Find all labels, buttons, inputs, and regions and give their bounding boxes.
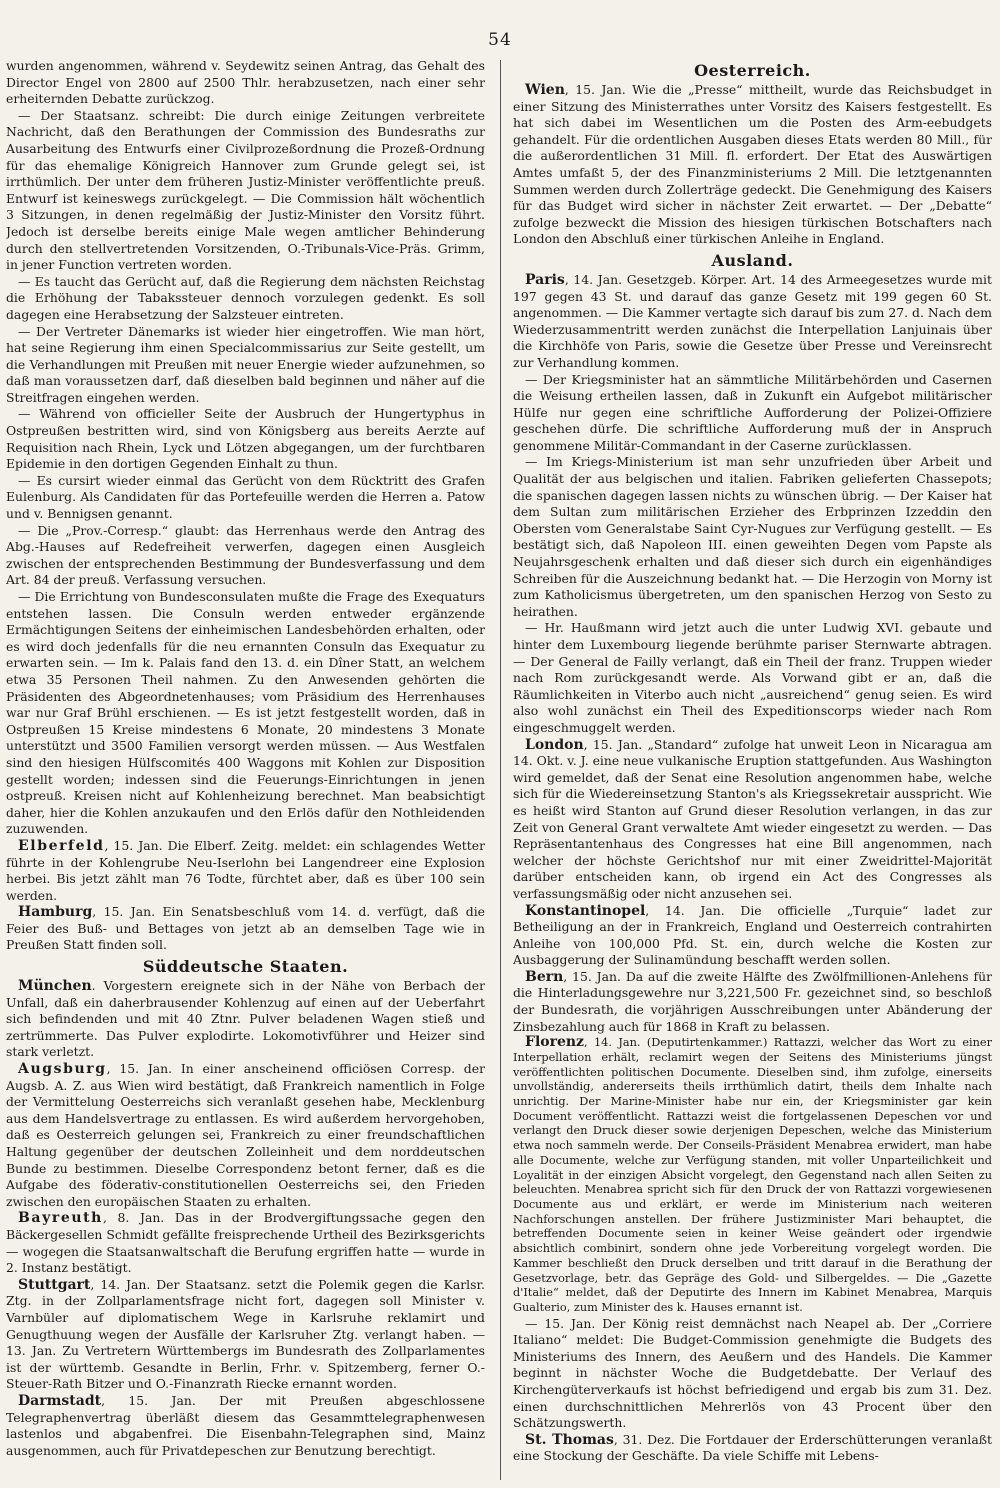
article-paragraph bbox=[513, 454, 992, 620]
paragraph-text: — 15. Jan. Der König reist demnächst nach Neapel ab. Der „Corriere Italiano“ meldet: Die Budget-Commission genehmigte die Budgets des Ministeriums des Innern, des Aeußern und des Handels. Die Kammer beginnt in nächster Woche die Budgetdebatte. Der Verlauf des Kirchengüterverkaufs ist höchst befriedigend und ergab bis zum 31. Dez. einen durchschnittlichen Mehrerlös von 43 Procent über den Schätzungswerth. bbox=[513, 1315, 992, 1431]
article-paragraph bbox=[6, 978, 485, 1061]
dateline-place: Wien bbox=[525, 82, 565, 98]
article-paragraph bbox=[6, 838, 485, 904]
dateline-place: Stuttgart bbox=[18, 1276, 91, 1293]
paragraph-text: — Während von officieller Seite der Ausbruch der Hungertyphus in Ostpreußen bestritten wird, sind von Königsberg aus bereits Aerzte auf Requisition nach Rhein, Lyck und Lötzen abgegangen, um der furchtbaren Epidemie in den dortigen Gegenden Einhalt zu thun. bbox=[6, 406, 485, 472]
article-paragraph bbox=[6, 274, 485, 324]
article-paragraph bbox=[513, 1316, 992, 1432]
article-paragraph bbox=[6, 58, 485, 108]
dateline-place: Konstantinopel bbox=[525, 902, 646, 919]
paragraph-text: — Die Errichtung von Bundesconsulaten mußte die Frage des Exequaturs entstehen lassen. Die Consuln werden entweder ergänzende Ermächtigungen Seitens der einheimischen Landesbehörden erhalten, oder es wird doch jedenfalls für die neu ernannten Consuln das Exequatur zu erwarten sein. — Im k. Palais fand den 13. d. ein Dîner Statt, an welchem etwa 35 Personen Theil nahmen. Zu den Anwesenden gehörten die Präsidenten des Abgeordnetenhauses; vom Präsidium des Herrenhauses war nur Graf Brühl erschienen. — Es ist jetzt festgestellt worden, daß in Ostpreußen 15 Kreise mindestens 6 Monate, 20 mindestens 3 Monate unterstützt und 3500 Familien versorgt werden müssen. — Aus Westfalen sind den hiesigen Hülfscomités 400 Waggons mit Kohlen zur Disposition gestellt worden; indessen sind die Feuerungs-Einrichtungen in jenen ostpreuß. Kreisen nicht auf Kohlenheizung berechnet. Man beabsichtigt daher, hier die Kohlen anzukaufen und den Erlös dafür den Nothleidenden zuzuwenden. bbox=[6, 589, 485, 837]
section-heading: Ausland. bbox=[711, 250, 794, 270]
dateline-place: Hamburg bbox=[18, 904, 93, 921]
paragraph-text: , 14. Jan. Gesetzgeb. Körper. Art. 14 des Armeegesetzes wurde mit 197 gegen 43 St. und darauf das ganze Gesetz mit 199 gegen 60 St. angenommen. — Die Kammer vertagte sich darauf bis zum 27. d. Nach dem Wiederzusammentritt werden zunächst die Interpellation Lanjuinais über die Kirchhöfe von Paris, sowie die Gesetze über Presse und Vereinsrecht zur Verhandlung kommen. bbox=[513, 271, 992, 370]
article-paragraph bbox=[513, 903, 992, 969]
paragraph-text: , 14. Jan. (Deputirtenkammer.) Rattazzi, welcher das Wort zu einer Interpellation erhält, reclamirt wegen der Seitens des Ministeriums jüngst veröffentlichten politischen Documente. Dieselben sind, ihm zufolge, einerseits unvollständig, andererseits theils irrthümlich datirt, theils dem Inhalte nach unrichtig. Der Marine-Minister habe nur ein, der Kriegsminister gar kein Document veröffentlicht. Rattazzi weist die fortgelassenen Depeschen vor und verlangt den Druck dieser sowie derjenigen Depeschen, welche das Ministerium etwa noch sammeln werde. Der Conseils-Präsident Menabrea erwidert, man habe alle Documente, welche zur Verfügung standen, mit voller Unparteilichkeit und Loyalität in der einzigen Absicht vorgelegt, den Gegenstand nach allen Seiten zu beleuchten. Menabrea spricht sich für den Druck der von Rattazzi vorgewiesenen Documente aus und erklärt, er werde im Ministerium nach weiteren Nachforschungen anstellen. Der frühere Justizminister Mari behauptet, die betreffenden Documente seien in keiner Weise geändert oder irgendwie absichtlich combinirt, sondern ohne jede Vorbereitung vorgelegt worden. Die Kammer beschließt den Druck derselben und tritt darauf in die Berathung der Gesetzvorlage, betr. das Gepräge des Gold- und Silbergeldes. — Die „Gazette d'Italie“ meldet, daß der Deputirte des Innern im Kabinet Menabrea, Marquis Gualterio, zum Minister des k. Hauses ernannt ist. bbox=[513, 1036, 992, 1314]
article-paragraph bbox=[513, 969, 992, 1035]
section-heading: Süddeutsche Staaten. bbox=[142, 957, 349, 977]
article-paragraph bbox=[513, 737, 992, 903]
paragraph-text: , 14. Jan. Der Staatsanz. setzt die Polemik gegen die Karlsr. Ztg. in der Zollparlamentsfrage nicht fort, dagegen soll Minister v. Varnbüler auf diplomatischem Wege in Karlsruhe reklamirt und Genugthuung wegen der Ausfälle der Karlsruher Ztg. verlangt haben. — 13. Jan. Zu Vertretern Württembergs im Bundesrath des Zollparlamentes ist der württemb. Gesandte in Berlin, Frhr. v. Spitzemberg, ferner O.-Steuer-Rath Bitzer und O.-Finanzrath Riecke ernannt worden. bbox=[6, 1276, 485, 1392]
paragraph-text: , 15. Jan. Der mit Preußen abgeschlossene Telegraphenvertrag überläßt diesem das Gesammttelegraphenwesen lastenlos und abgabenfrei. Die Eisenbahn-Telegraphen sind, Mainz ausgenommen, auch für Privatdepeschen zur Benutzung berechtigt. bbox=[6, 1392, 485, 1458]
article-paragraph bbox=[513, 1035, 992, 1315]
paragraph-text: — Es taucht das Gerücht auf, daß die Regierung dem nächsten Reichstag die Erhöhung der Tabakssteuer dennoch vorzulegen gedenkt. Es soll dagegen eine Herabsetzung der Salzsteuer eintreten. bbox=[6, 273, 485, 322]
dateline-place: St. Thomas bbox=[525, 1431, 614, 1448]
paragraph-text: wurden angenommen, während v. Seydewitz seinen Antrag, das Gehalt des Director Engel von 2800 auf 2500 Thlr. herabzusetzen, nach einer sehr erheiternden Debatte zurückzog. bbox=[6, 58, 485, 107]
dateline-place: Bern bbox=[525, 968, 564, 985]
dateline-place: Augsburg bbox=[18, 1061, 107, 1078]
dateline-place: Florenz bbox=[525, 1034, 585, 1051]
dateline-place: Bayreuth bbox=[18, 1210, 103, 1227]
left-column bbox=[6, 58, 485, 1480]
paragraph-text: , 14. Jan. Die officielle „Turquie“ ladet zur Betheiligung an der in Frankreich, England und Oesterreich contrahirten Anleihe von 100,000 Pfd. St. ein, durch welche die Kosten zur Ausbaggerung der Sulinamündung beschafft werden sollen. bbox=[513, 902, 992, 968]
article-paragraph bbox=[513, 620, 992, 736]
article-paragraph bbox=[6, 1277, 485, 1393]
paragraph-text: , 15. Jan. Die Elberf. Zeitg. meldet: ein schlagendes Wetter führte in der Kohlengrube Neu-Iserlohn bei Langendreer eine Explosion herbei. Bis jetzt zählt man 76 Todte, fürchtet aber, daß es über 100 sein werden. bbox=[6, 837, 485, 903]
section-heading: Oesterreich. bbox=[694, 61, 811, 80]
column-divider bbox=[500, 60, 501, 1480]
article-paragraph bbox=[513, 372, 992, 455]
article-paragraph bbox=[513, 272, 992, 372]
paragraph-text: . Vorgestern ereignete sich in der Nähe von Berbach der Unfall, daß ein daherbrausender Kohlenzug auf einen auf der Ueberfahrt sich befindenden und mit 40 Ztnr. Pulver beladenen Wagen stieß und zertrümmerte. Das Pulver explodirte. Lokomotivführer und Heizer sind stark verletzt. bbox=[6, 978, 485, 1060]
paragraph-text: — Der Staatsanz. schreibt: Die durch einige Zeitungen verbreitete Nachricht, daß den Berathungen der Commission des Bundesraths zur Ausarbeitung des Entwurfs einer Civilprozeßordnung die Prozeß-Ordnung für das ehemalige Königreich Hannover zum Grunde gelegt sei, ist irrthümlich. Der unter dem früheren Justiz-Minister veröffentlichte preuß. Entwurf ist keineswegs zurückgelegt. — Die Commission hält wöchentlich 3 Sitzungen, in denen regelmäßig der Justiz-Minister den Vorsitz führt. Jedoch ist derselbe bereits einige Male wegen amtlicher Behinderung durch den stellvertretenden Vorsitzenden, O.-Tribunals-Vice-Präs. Grimm, in jener Function vertreten worden. bbox=[6, 107, 485, 273]
paragraph-text: — Die „Prov.-Corresp.“ glaubt: das Herrenhaus werde den Antrag des Abg.-Hauses auf Redefreiheit verwerfen, dagegen einen Ausgleich zwischen der entsprechenden Bestimmung der Bundesverfassung und dem Art. 84 der preuß. Verfassung versuchen. bbox=[6, 522, 485, 588]
dateline-place: Elberfeld bbox=[18, 837, 105, 854]
paragraph-text: — Hr. Haußmann wird jetzt auch die unter Ludwig XVI. gebaute und hinter dem Luxembourg liegende berühmte pariser Sternwarte abtragen. — Der General de Failly verlangt, daß ein Theil der franz. Truppen wieder nach Rom zurückgesandt werde. Als Vorwand gibt er an, daß die Räumlichkeiten in Viterbo auch nicht „ausreichend“ genug seien. Es wird also wohl zunächst ein Theil des Expeditionscorps wieder nach Rom eingeschmuggelt werden. bbox=[513, 620, 992, 735]
right-column bbox=[513, 58, 992, 1480]
paragraph-text: , 15. Jan. „Standard“ zufolge hat unweit Leon in Nicaragua am 14. Okt. v. J. eine neue vulkanische Eruption stattgefunden. Aus Washington wird gemeldet, daß der Senat eine Resolution angenommen habe, welche sich für die Wiedereinsetzung Stanton's als Kriegssekretair ausspricht. Wie es heißt wird Stanton auf Grund dieser Resolution verlangen, in das zur Zeit von General Grant verwaltete Amt wieder eingesetzt zu werden. — Das Repräsentantenhaus des Congresses hat eine Bill angenommen, nach welcher der höchste Gerichtshof nur mit einer Zweidrittel-Majorität darüber entscheiden kann, ob irgend ein Act des Congresses als verfassungsmäßig oder nicht anzusehen sei. bbox=[513, 736, 992, 901]
dateline-place: Paris bbox=[525, 271, 565, 288]
article-paragraph bbox=[6, 324, 485, 407]
paragraph-text: , 15. Jan. Da auf die zweite Hälfte des Zwölfmillionen-Anlehens für die Hinterladungsgewehre nur 3,221,500 Fr. gezeichnet sind, so beschloß der Bundesrath, die vorjährigen Ausschreibungen unter Abänderung der Zinsbezahlung auch für 1868 in Kraft zu belassen. bbox=[513, 968, 992, 1034]
article-paragraph bbox=[6, 473, 485, 523]
article-paragraph bbox=[6, 523, 485, 589]
paragraph-text: — Der Vertreter Dänemarks ist wieder hier eingetroffen. Wie man hört, hat seine Regierung ihm einen Specialcommissarius zur Seite gestellt, um die Verhandlungen mit Preußen mit neuer Energie wieder aufzunehmen, so daß man voraussetzen darf, daß dieselben bald beginnen und näher auf die Streitfragen eingehen werden. bbox=[6, 323, 485, 405]
article-paragraph bbox=[6, 1210, 485, 1276]
article-paragraph bbox=[513, 82, 992, 248]
paragraph-text: , 8. Jan. Das in der Brodvergiftungssache gegen den Bäckergesellen Schmidt gefällte freisprechende Urtheil des Bezirksgerichts — wogegen die Staatsanwaltschaft die Berufung ergriffen hatte — wurde in 2. Instanz bestätigt. bbox=[6, 1210, 485, 1276]
article-paragraph bbox=[6, 1061, 485, 1210]
article-paragraph bbox=[6, 406, 485, 472]
paragraph-text: — Im Kriegs-Ministerium ist man sehr unzufrieden über Arbeit und Qualität der aus belgischen und italien. Fabriken gelieferten Chassepots; die spanischen dagegen lassen nichts zu wünschen übrig. — Der Kaiser hat dem Sultan zum militärischen Erzieher des Erbprinzen Izzeddin den Obersten vom Generalstabe Saint Cyr-Nugues zur Verfügung gestellt. — Es bestätigt sich, daß Napoleon III. einen geweihten Degen vom Papste als Neujahrsgeschenk erhalten und daß dieser sich durch ein eigenhändiges Schreiben für die Auszeichnung bedankt hat. — Die Herzogin von Morny ist zum Katholicismus übergetreten, um den spanischen Herzog von Sesto zu heirathen. bbox=[513, 454, 992, 619]
page-number: 54 bbox=[488, 30, 512, 50]
dateline-place: München bbox=[18, 978, 92, 995]
dateline-place: Darmstadt bbox=[18, 1392, 102, 1409]
paragraph-text: — Es cursirt wieder einmal das Gerücht von dem Rücktritt des Grafen Eulenburg. Als Candidaten für das Portefeuille werden die Herren a. Patow und v. Bennigsen genannt. bbox=[6, 472, 485, 522]
dateline-place: London bbox=[525, 736, 584, 753]
paragraph-text: — Der Kriegsminister hat an sämmtliche Militärbehörden und Casernen die Weisung ertheilen lassen, daß in Zukunft ein Aufgebot militärischer Hülfe nur gegen eine schriftliche Aufforderung der Polizei-Offiziere geschehen dürfe. Die schriftliche Aufforderung muß der in Anspruch genommene Militär-Commandant in der Caserne zurücklassen. bbox=[513, 371, 992, 453]
paragraph-text: , 15. Jan. In einer anscheinend officiösen Corresp. der Augsb. A. Z. aus Wien wird bestätigt, daß Frankreich namentlich in Folge der Vermittelung Oesterreichs sich veranlaßt gesehen habe, Mecklenburg aus dem Handelsvertrage zu entlassen. Es wird außerdem hervorgehoben, daß es Oesterreich gelungen sei, Frankreich zu einer freundschaftlichen Haltung gegenüber der deutschen Zolleinheit und dem norddeutschen Bunde zu bestimmen. Dieselbe Correspondenz betont ferner, daß es die Aufgabe des föderativ-constitutionellen Oesterreichs sei, den Frieden zwischen den europäischen Staaten zu erhalten. bbox=[6, 1061, 485, 1209]
article-paragraph bbox=[513, 1432, 992, 1465]
article-paragraph bbox=[6, 589, 485, 838]
paragraph-text: , 15. Jan. Ein Senatsbeschluß vom 14. d. verfügt, daß die Feier des Buß- und Bettages von jetzt ab an demselben Tage wie in Preußen Statt finden soll. bbox=[6, 904, 485, 953]
article-paragraph bbox=[6, 904, 485, 954]
article-paragraph bbox=[6, 1393, 485, 1459]
paragraph-text: , 31. Dez. Die Fortdauer der Erderschütterungen veranlaßt eine Stockung der Geschäfte. Da viele Schiffe mit Lebens- bbox=[513, 1431, 992, 1464]
paragraph-text: , 15. Jan. Wie die „Presse“ mittheilt, wurde das Reichsbudget in einer Sitzung des Ministerrathes unter Vorsitz des Kaisers festgestellt. Es hat sich dabei im Wesentlichen um die Posten des Arm-eebudgets gehandelt. Für die ordentlichen Ausgaben dieses Etats werden 80 Mill., für die außerordentlichen 31 Mill. fl. erfordert. Der Etat des Auswärtigen Amtes umfaßt 5, der des Finanzministeriums 2 Mill. Die letztgenannten Summen werden durch Zollerträge gedeckt. Die Genehmigung des Kaisers für das Budget wird sicher in nächster Zeit erwartet. — Der „Debatte“ zufolge bezweckt die Mission des hiesigen türkischen Botschafters nach London den Abschluß einer türkischen Anleihe in England. bbox=[513, 82, 992, 247]
article-paragraph bbox=[6, 108, 485, 274]
